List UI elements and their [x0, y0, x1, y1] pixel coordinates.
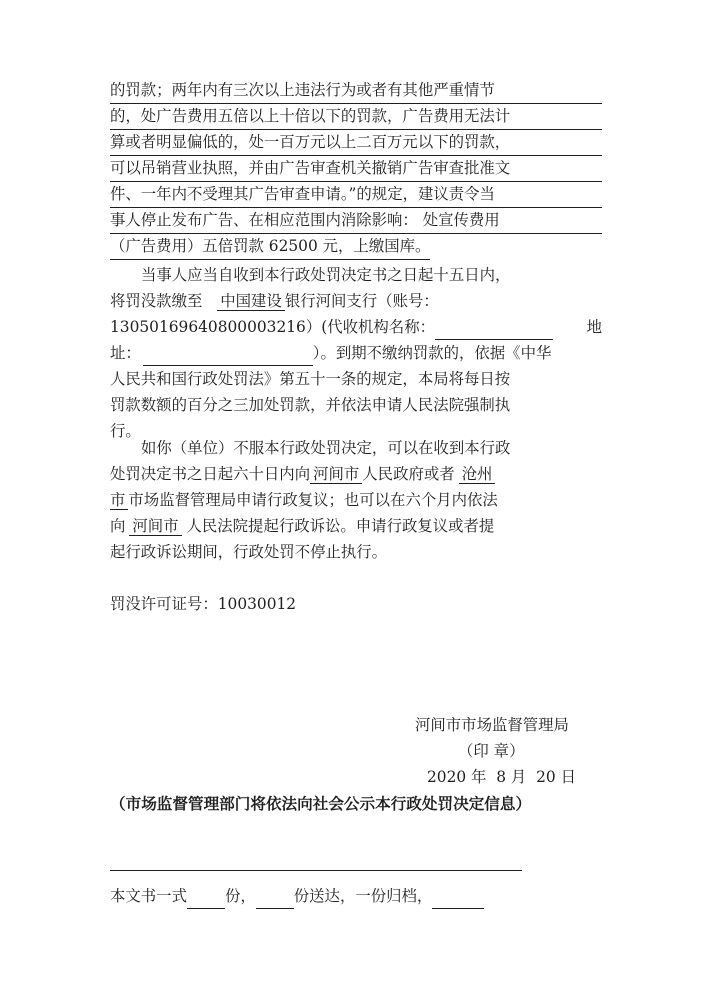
separator-line	[110, 870, 522, 871]
para1-line-7: （广告费用）五倍罚款 62500 元，上缴国库。	[110, 233, 430, 260]
copies-line	[110, 883, 484, 909]
para2-line-2	[110, 288, 602, 314]
para2-line-1: 当事人应当自收到本行政处罚决定书之日起十五日内，	[141, 266, 511, 284]
address-blank	[143, 345, 313, 366]
issuing-authority: 河间市市场监督管理局	[415, 716, 569, 734]
copies-unit: 份，	[224, 887, 256, 905]
copies-served-blank	[256, 888, 294, 909]
para3-line-4	[110, 513, 602, 539]
para1-line-2: 的，处广告费用五倍以上十倍以下的罚款，广告费用无法计	[110, 103, 602, 130]
account-number: 13050169640800003216	[110, 318, 306, 336]
copies-total-blank	[187, 888, 225, 909]
address-label: 址：	[110, 344, 141, 362]
para1-line-6: 事人停止发布广告、在相应范围内消除影响： 处宣传费用	[110, 207, 602, 234]
review-text: 市场监督管理局申请行政复议；也可以在六个月内依法	[128, 491, 498, 509]
copies-label: 本文书一式	[110, 887, 187, 905]
agency-name-blank	[435, 319, 553, 340]
para2-line-7: 行。	[110, 422, 141, 440]
copies-served-text: 份送达，一份归档，	[293, 887, 433, 905]
copies-archive-blank	[432, 888, 484, 909]
payment-destination-label: 将罚没款缴至	[110, 292, 203, 310]
para3-line-3	[110, 487, 602, 513]
appeal-period-text: 处罚决定书之日起六十日内向	[110, 465, 311, 483]
para2-line-3	[110, 314, 602, 340]
overdue-penalty-text: ）。到期不缴纳罚款的，依据《中华	[312, 344, 552, 362]
litigation-text: 人民法院提起行政诉讼。申请行政复议或者提	[181, 517, 495, 535]
para2-line-4	[110, 340, 602, 366]
para2-line-6: 罚款数额的百分之三加处罚款，并依法申请人民法院强制执	[110, 396, 511, 414]
bank-name-underlined: 中国建设	[217, 292, 285, 311]
para3-line-5: 起行政诉讼期间，行政处罚不停止执行。	[110, 543, 388, 561]
government-name: 河间市	[310, 465, 362, 484]
license-number: 罚没许可证号：10030012	[110, 595, 297, 613]
issue-date: 2020 年 8 月 20 日	[427, 768, 576, 786]
para1-line-3: 算或者明显偏低的，处一百万元以上二百万元以下的罚款，	[110, 129, 602, 156]
para3-line-1: 如你（单位）不服本行政处罚决定，可以在收到本行政	[141, 439, 511, 457]
para3-line-2	[110, 461, 602, 487]
bank-branch: 银行河间支行（账号：	[284, 292, 439, 310]
court-name: 河间市	[129, 517, 181, 536]
para1-line-4: 可以吊销营业执照，并由广告审查机关撤销广告审查批准文	[110, 155, 602, 182]
government-suffix: 人民政府或者	[362, 465, 455, 483]
agency-name-label: ）(代收机构名称：	[305, 318, 435, 336]
para2-line-5: 人民共和国行政处罚法》第五十一条的规定，本局将每日按	[110, 370, 511, 388]
address-label-tail: 地	[586, 318, 602, 336]
para1-line-5: 件、一年内不受理其广告审查申请。”的规定，建议责令当	[110, 181, 602, 208]
official-seal: （印 章）	[458, 742, 525, 760]
para1-line-1: 的罚款；两年内有三次以上违法行为或者有其他严重情节	[110, 77, 602, 104]
city-name-part2: 市	[110, 491, 128, 510]
public-disclosure-notice: （市场监督管理部门将依法向社会公示本行政处罚决定信息）	[110, 795, 532, 813]
court-prefix: 向	[110, 517, 126, 535]
city-name-part1: 沧州	[459, 465, 496, 484]
